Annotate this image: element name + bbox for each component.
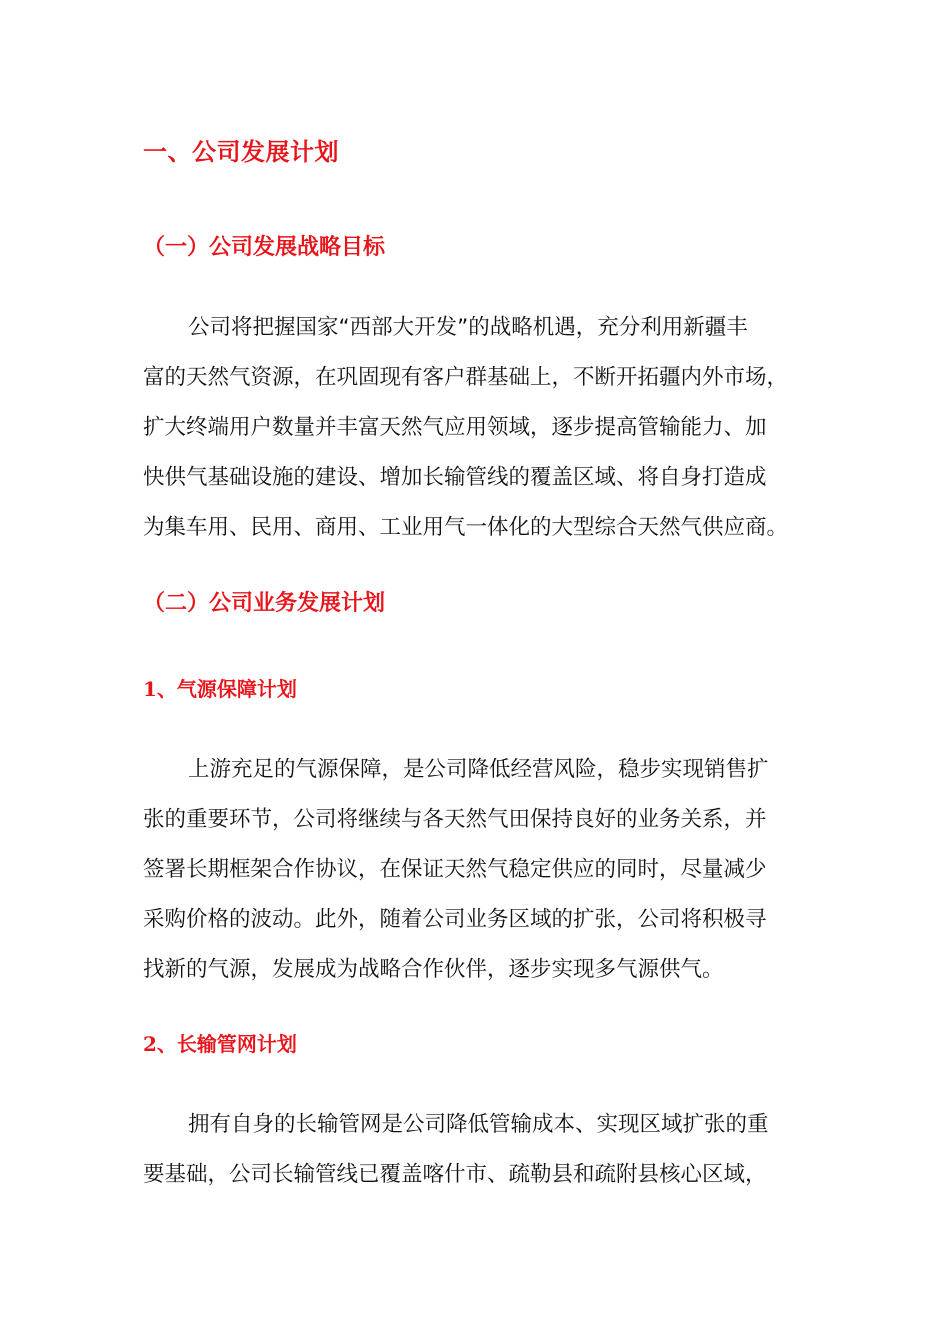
paragraph-line: 扩大终端用户数量并丰富天然气应用领域，逐步提高管输能力、加 bbox=[143, 415, 767, 440]
pipeline-paragraph bbox=[143, 1100, 793, 1200]
section-heading-business-plan: （二）公司业务发展计划 bbox=[143, 591, 386, 616]
paragraph-line: 张的重要环节，公司将继续与各天然气田保持良好的业务关系，并 bbox=[143, 807, 767, 832]
paragraph-line: 找新的气源，发展成为战略合作伙伴，逐步实现多气源供气。 bbox=[143, 957, 724, 982]
subsection-title: 、气源保障计划 bbox=[156, 677, 297, 701]
paragraph-line: 富的天然气资源，在巩固现有客户群基础上，不断开拓疆内外市场， bbox=[143, 365, 789, 390]
subsection-number: 2 bbox=[143, 1032, 157, 1056]
gas-supply-paragraph bbox=[143, 745, 793, 995]
paragraph-line: 签署长期框架合作协议，在保证天然气稳定供应的同时，尽量减少 bbox=[143, 857, 767, 882]
paragraph-line: 快供气基础设施的建设、增加长输管线的覆盖区域、将自身打造成 bbox=[143, 465, 767, 490]
subsection-number: 1 bbox=[143, 677, 157, 701]
subsection-heading-pipeline bbox=[143, 1028, 297, 1057]
paragraph-line: 为集车用、民用、商用、工业用气一体化的大型综合天然气供应商。 bbox=[143, 515, 789, 540]
subsection-heading-gas-supply bbox=[143, 673, 297, 702]
paragraph-line: 采购价格的波动。此外，随着公司业务区域的扩张，公司将积极寻 bbox=[143, 907, 767, 932]
main-heading: 一、公司发展计划 bbox=[143, 138, 339, 166]
paragraph-line: 拥有自身的长输管网是公司降低管输成本、实现区域扩张的重 bbox=[188, 1112, 769, 1137]
paragraph-line: 要基础，公司长输管线已覆盖喀什市、疏勒县和疏附县核心区域， bbox=[143, 1162, 767, 1187]
paragraph-line: 上游充足的气源保障，是公司降低经营风险，稳步实现销售扩 bbox=[188, 757, 769, 782]
paragraph-line: 公司将把握国家“西部大开发”的战略机遇，充分利用新疆丰 bbox=[188, 315, 748, 340]
subsection-title: 、长输管网计划 bbox=[156, 1032, 297, 1056]
section-heading-strategy: （一）公司发展战略目标 bbox=[143, 235, 386, 260]
strategy-paragraph bbox=[143, 303, 793, 553]
